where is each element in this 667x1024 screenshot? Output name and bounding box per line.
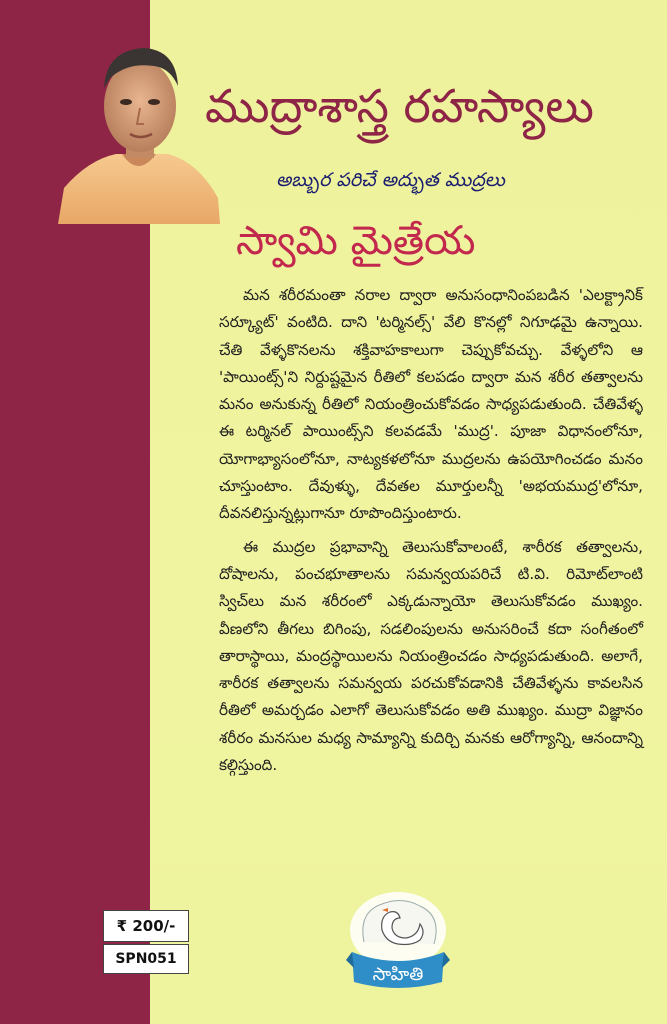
blurb-paragraph-2: ఈ ముద్రల ప్రభావాన్ని తెలుసుకోవాలంటే, శారీరక తత్వాలను, దోషాలను, పంచభూతాలను సమన్వయపరిచే టి.వి. రిమోట్‌లాంటి స్విచ్‌లు మన శరీరంలో ఎక్కడున్నాయో తెలుసుకోవడం ముఖ్యం. వీణలోని తీగలు బిగింపు, సడలింపులను అనుసరించే కదా సంగీతంలో తారాస్థాయి, మంద్రస్థాయిలను నియంత్రించడం సాధ్యపడుతుంది. అలాగే, శారీరక తత్వాలను సమన్వయ పరచుకోవడానికి చేతివేళ్ళను కావలసిన రీతిలో అమర్చడం ఎలాగో తెలుసుకోవడం అతి ముఖ్యం. ముద్రా విజ్ఞానం శరీరం మనసుల మధ్య సామ్యాన్ని కుదిర్చి మనకు ఆరోగ్యాన్ని, ఆనందాన్ని కల్గిస్తుంది. <box>219 537 643 775</box>
publisher-logo-icon <box>342 882 454 992</box>
author-portrait-icon <box>58 28 220 224</box>
book-title: ముద్రాశాస్త్ర రహస్యాలు <box>205 79 594 133</box>
blurb-text <box>219 282 643 785</box>
blurb-paragraph-1: మన శరీరమంతా నరాల ద్వారా అనుసంధానింపబడిన 'ఎలక్ట్రానిక్ సర్క్యూట్' వంటిది. దాని 'టర్మినల్స్' వేలి కొనల్లో నిగూఢమై ఉన్నాయి. చేతి వేళ్ళకొనలను శక్తివాహకాలుగా చెప్పుకోవచ్చు. వేళ్ళలోని ఆ 'పాయింట్స్'ని నిర్దుష్టమైన రీతిలో కలపడం ద్వారా మన శరీర తత్వాలను మనం అనుకున్న రీతిలో నియంత్రించుకోవడం సాధ్యపడుతుంది. చేతివేళ్ళ ఈ టర్మినల్ పాయింట్స్‌ని కలవడమే 'ముద్ర'. పూజా విధానంలోనూ, యోగాభ్యాసంలోనూ, నాట్యకళలోనూ ముద్రలను ఉపయోగించడం మనం చూస్తుంటాం. దేవుళ్ళు, దేవతల మూర్తులన్నీ 'అభయముద్ర'లోనూ, దీవనలిస్తున్నట్లుగానూ రూపొందిస్తుంటారు. <box>219 286 643 523</box>
product-code-label: SPN051 <box>103 944 189 974</box>
publisher-logo-text: సాహితి <box>372 964 424 985</box>
price-label: ₹ 200/- <box>103 910 189 942</box>
book-subtitle: అబ్బుర పరిచే అద్భుత ముద్రలు <box>276 169 505 191</box>
author-name: స్వామి మైత్రేయ <box>236 218 476 264</box>
